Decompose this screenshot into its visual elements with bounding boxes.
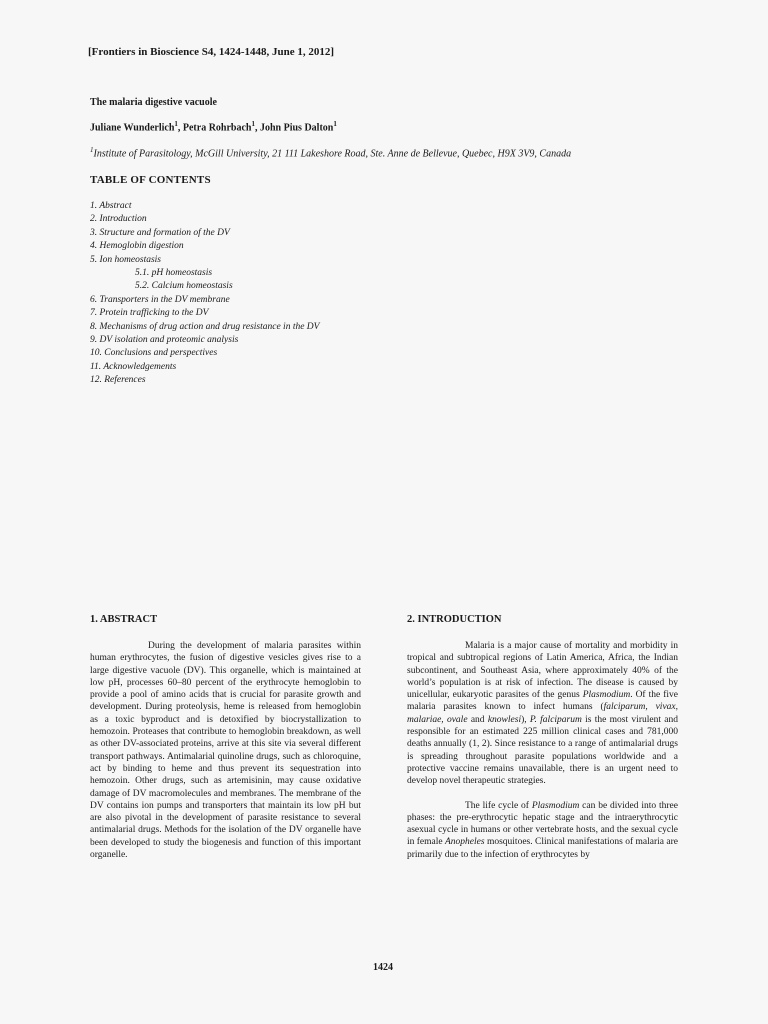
text-run: Malaria is a major cause of mortality and morbidity in tropical and subtropical regions of Latin America, Africa, the Indian subcontinent, and Southeast Asia, where approximately 40% of the world’s population is at risk of infection. The disease is caused by unicellular, eukaryotic parasites of the genus <box>407 641 678 701</box>
italic-text-run: Plasmodium <box>582 690 631 701</box>
toc-item: 6. Transporters in the DV membrane <box>90 294 230 305</box>
page-number: 1424 <box>373 962 393 973</box>
author-affiliation-marker: 1 <box>251 120 255 128</box>
italic-text-run: P. falciparum <box>529 714 582 725</box>
italic-text-run: Plasmodium <box>531 800 580 811</box>
text-run: is the most virulent and responsible for an estimated 225 million clinical cases and 781,000 deaths annually (1, 2). Since resistance to a range of antimalarial drugs is spreading throughout parasite populations worldwide and a protective vaccine remains unavailable, there is an urgent need to develop novel therapeutic strategies. <box>407 714 678 787</box>
author-list: Juliane Wunderlich$^1$, Petra Rohrbach$^1$, John Pius Dalton$^1$ <box>90 120 337 134</box>
table-of-contents <box>90 200 319 387</box>
introduction-column <box>407 640 678 861</box>
author-name: Juliane Wunderlich <box>90 122 175 134</box>
toc-subitem: 5.2. Calcium homeostasis <box>135 281 233 292</box>
author-affiliation-marker: 1 <box>174 120 178 128</box>
introduction-paragraph <box>407 800 678 861</box>
text-run: mosquitoes. Clinical manifestations of malaria are primarily due to the infection of erythrocytes by <box>407 837 678 860</box>
journal-header: [Frontiers in Bioscience S4, 1424-1448, June 1, 2012] <box>88 46 335 58</box>
toc-item: 8. Mechanisms of drug action and drug resistance in the DV <box>90 321 320 332</box>
toc-item: 4. Hemoglobin digestion <box>90 241 184 252</box>
toc-item: 3. Structure and formation of the DV <box>90 227 230 238</box>
toc-item: 9. DV isolation and proteomic analysis <box>90 334 239 345</box>
abstract-column <box>90 640 361 861</box>
toc-item: 12. References <box>90 375 146 386</box>
toc-subitem: 5.1. pH homeostasis <box>135 267 213 278</box>
abstract-paragraph: During the development of malaria parasites within human erythrocytes, the fusion of digestive vesicles gives rise to a large digestive vacuole (DV). This organelle, which is maintained at low pH, processes 60–80 percent of the erythrocyte hemoglobin to provide a pool of amino acids that is crucial for parasite growth and development. During proteolysis, heme is released from hemoglobin as a toxic byproduct and is detoxified by biocrystallization to hemozoin. Proteases that contribute to hemoglobin breakdown, as well as other DV-associated proteins, arrive at this site via several different transport pathways. Antimalarial quinoline drugs, such as chloroquine, act by binding to heme and thus prevent its sequestration into hemozoin. Other drugs, such as artemisinin, may cause oxidative damage of DV macromolecules and membranes. The membrane of the DV contains ion pumps and transporters that maintain its low pH but are also pivotal in the development of parasite resistance to several antimalarial drugs. Methods for the isolation of the DV organelle have been developed to study the biogenesis and function of this important organelle. <box>90 641 361 861</box>
author-affiliation-marker: 1 <box>333 120 337 128</box>
introduction-heading: 2. INTRODUCTION <box>407 614 502 625</box>
text-run: . Of the five malaria parasites known to infect humans ( <box>407 690 678 713</box>
toc-item: 2. Introduction <box>90 214 147 225</box>
italic-text-run: knowlesi <box>487 714 522 725</box>
affiliation <box>90 146 571 159</box>
toc-item: 10. Conclusions and perspectives <box>90 348 218 359</box>
toc-item: 11. Acknowledgements <box>90 361 177 372</box>
toc-item: 7. Protein trafficking to the DV <box>90 308 209 319</box>
introduction-paragraph <box>407 640 678 788</box>
toc-item: 1. Abstract <box>90 201 132 211</box>
affiliation-marker: 1 <box>90 146 94 154</box>
toc-item: 5. Ion homeostasis <box>90 254 161 265</box>
text-run: ), <box>521 714 530 725</box>
text-run: can be divided into three phases: the pre-erythrocytic hepatic stage and the intraerythrocytic asexual cycle in humans or other vertebrate hosts, and the sexual cycle in female <box>407 800 678 848</box>
author-name: John Pius Dalton <box>259 122 334 134</box>
abstract-heading: 1. ABSTRACT <box>90 614 158 625</box>
italic-text-run: Anopheles <box>445 837 485 848</box>
author-name: Petra Rohrbach <box>182 122 252 134</box>
italic-text-run: falciparum, vivax, malariae, ovale <box>407 702 679 725</box>
text-run: and <box>467 714 488 725</box>
text-run: The life cycle of <box>465 800 532 811</box>
affiliation-text: Institute of Parasitology, McGill University, 21 111 Lakeshore Road, Ste. Anne de Bellevue, Quebec, H9X 3V9, Canada <box>93 148 572 160</box>
paper-title: The malaria digestive vacuole <box>90 97 217 108</box>
toc-heading: TABLE OF CONTENTS <box>90 174 211 186</box>
